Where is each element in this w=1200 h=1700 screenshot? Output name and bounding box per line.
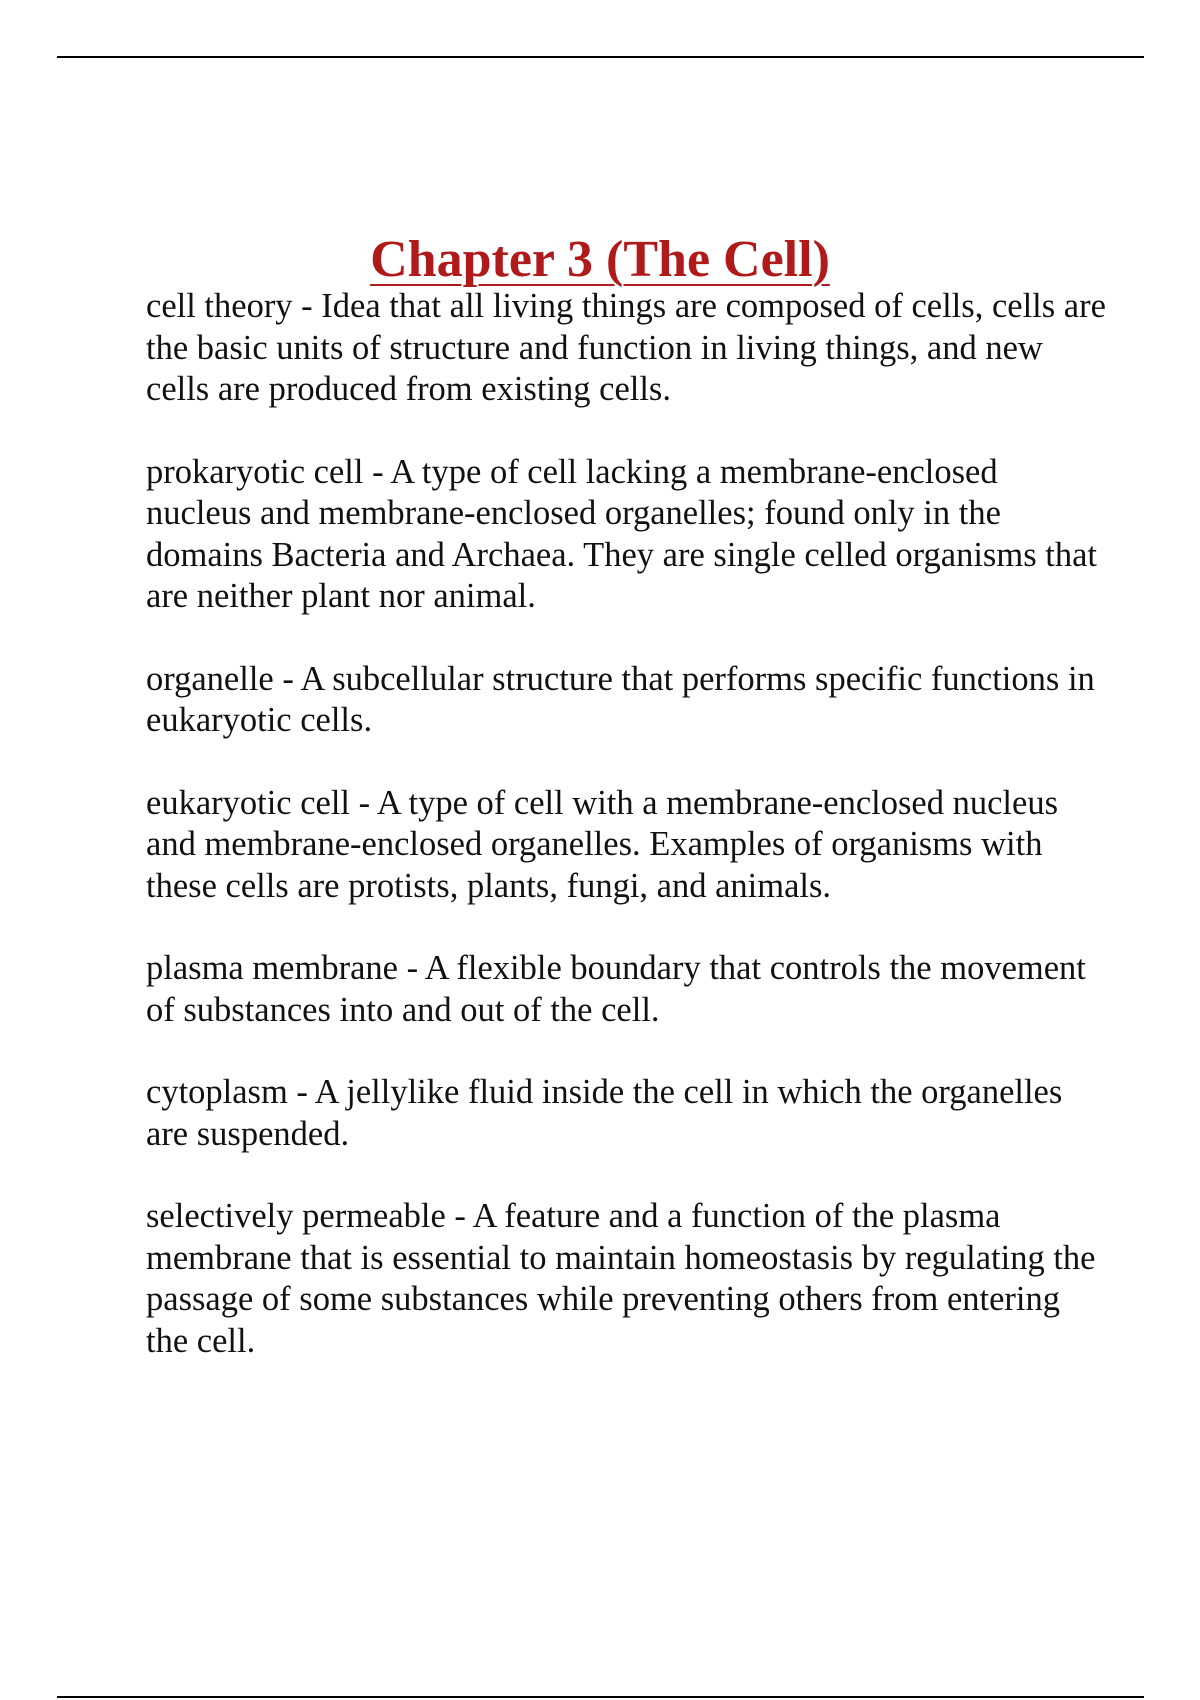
definition-organelle: organelle - A subcellular structure that performs specific functions in eukaryotic cells. xyxy=(146,659,1095,739)
definition-cell-theory: cell theory - Idea that all living things are composed of cells, cells are the basic units of structure and function in living things, and new cells are produced from existing cells. xyxy=(146,287,1106,408)
page-title: Chapter 3 (The Cell) xyxy=(370,230,830,288)
definition-plasma-membrane: plasma membrane - A flexible boundary that controls the movement of substances into and out of the cell. xyxy=(146,949,1086,1029)
footer-rule xyxy=(57,1696,1144,1698)
header-rule xyxy=(57,56,1144,58)
definition-selectively-permeable: selectively permeable - A feature and a function of the plasma membrane that is essential to maintain homeostasis by regulating the passage of some substances while preventing others from entering the cell. xyxy=(146,1197,1096,1360)
definition-prokaryotic-cell: prokaryotic cell - A type of cell lacking a membrane-enclosed nucleus and membrane-enclosed organelles; found only in the domains Bacteria and Archaea. They are single celled organisms that are neither plant nor animal. xyxy=(146,452,1097,615)
definition-list xyxy=(146,286,1106,1403)
definition-eukaryotic-cell: eukaryotic cell - A type of cell with a membrane-enclosed nucleus and membrane-enclosed organelles. Examples of organisms with these cells are protists, plants, fungi, and animals. xyxy=(146,783,1058,905)
definition-cytoplasm: cytoplasm - A jellylike fluid inside the cell in which the organelles are suspended. xyxy=(146,1073,1063,1153)
